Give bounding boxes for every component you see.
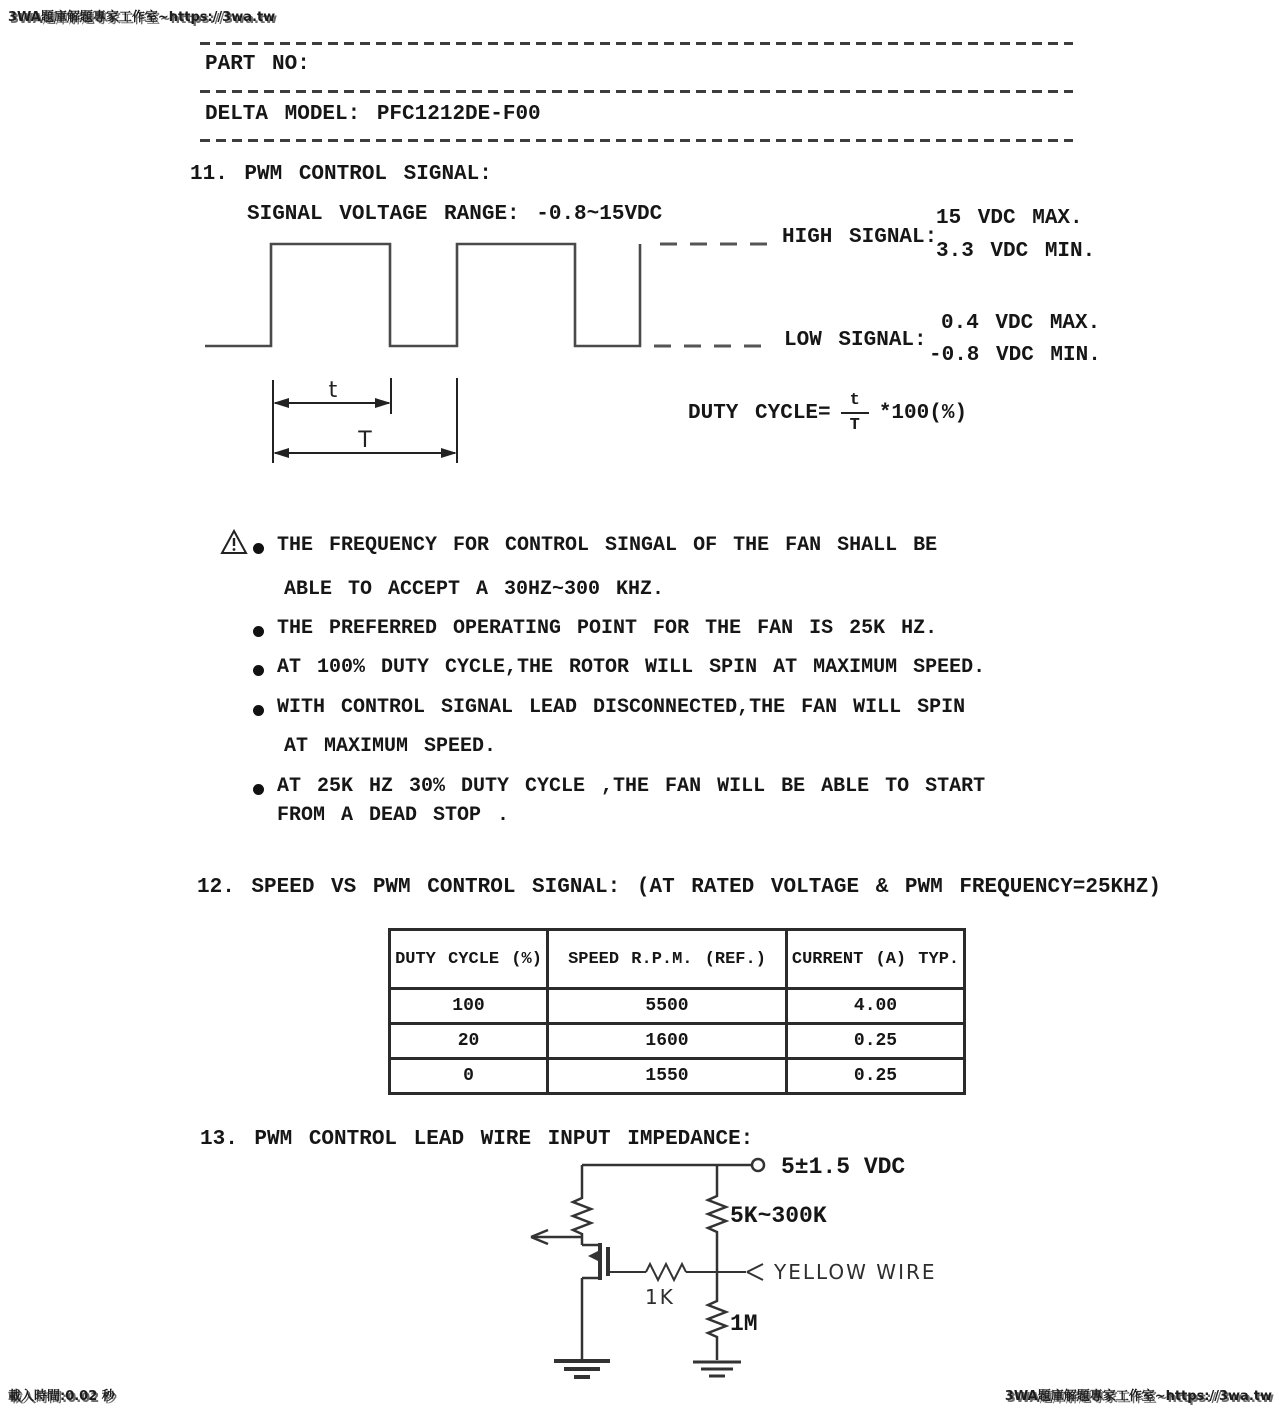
- watermark-top-left: 3WA題庫解題專家工作室~https://3wa.tw: [8, 10, 276, 25]
- pwm-waveform-diagram: [200, 230, 780, 475]
- cell-current: 0.25: [787, 1024, 965, 1059]
- duty-cycle-fraction: [841, 392, 869, 434]
- note-line: AT 25K HZ 30% DUTY CYCLE ,THE FAN WILL BE ABLE TO START: [277, 775, 986, 798]
- pullup-resistor-label: 5K~300K: [730, 1203, 827, 1229]
- note-line: ABLE TO ACCEPT A 30HZ~300 KHZ.: [284, 578, 665, 601]
- part-no-label: PART NO:: [205, 53, 310, 76]
- watermark-bottom-right: 3WA題庫解題專家工作室~https://3wa.tw: [1004, 1389, 1272, 1404]
- input-impedance-circuit: [500, 1148, 980, 1406]
- note-line: AT MAXIMUM SPEED.: [284, 735, 497, 758]
- cell-speed: 1550: [548, 1059, 787, 1094]
- fraction-numerator: t: [849, 391, 860, 410]
- high-signal-min: 3.3 VDC MIN.: [936, 240, 1096, 263]
- col-header-duty-cycle: DUTY CYCLE (%): [390, 930, 548, 989]
- yellow-wire-label: YELLOW WIRE: [774, 1260, 937, 1284]
- dashed-divider: [200, 139, 1073, 142]
- col-header-current: CURRENT (A) TYP.: [787, 930, 965, 989]
- note-line: FROM A DEAD STOP .: [277, 804, 510, 827]
- high-signal-label: HIGH SIGNAL:: [782, 226, 938, 249]
- col-header-speed: SPEED R.P.M. (REF.): [548, 930, 787, 989]
- speed-table: [388, 928, 966, 1095]
- duty-cycle-suffix: *100(%): [878, 401, 968, 425]
- note-line: WITH CONTROL SIGNAL LEAD DISCONNECTED,THE FAN WILL SPIN: [277, 696, 966, 719]
- section11-title: 11. PWM CONTROL SIGNAL:: [190, 163, 492, 186]
- high-signal-max: 15 VDC MAX.: [936, 207, 1083, 230]
- dim-t-label: t: [328, 378, 338, 403]
- cell-duty: 100: [390, 989, 548, 1024]
- low-signal-label: LOW SIGNAL:: [784, 329, 927, 352]
- low-signal-max: 0.4 VDC MAX.: [941, 312, 1101, 335]
- note-line: AT 100% DUTY CYCLE,THE ROTOR WILL SPIN AT MAXIMUM SPEED.: [277, 656, 986, 679]
- duty-cycle-formula: [688, 392, 967, 434]
- section12-title: 12. SPEED VS PWM CONTROL SIGNAL: (AT RATED VOLTAGE & PWM FREQUENCY=25KHZ): [197, 876, 1161, 899]
- dim-T-label: T: [358, 428, 372, 453]
- bullet-icon: [253, 784, 264, 795]
- series-resistor-label: 1K: [645, 1285, 675, 1309]
- bullet-icon: [253, 705, 264, 716]
- cell-duty: 20: [390, 1024, 548, 1059]
- cell-speed: 1600: [548, 1024, 787, 1059]
- table-row: [390, 1024, 965, 1059]
- bullet-icon: [253, 543, 264, 554]
- table-row: [390, 989, 965, 1024]
- dashed-divider: [200, 42, 1073, 45]
- load-time-text: 載入時間:0.02 秒: [8, 1389, 115, 1404]
- dashed-divider: [200, 90, 1073, 93]
- fraction-denominator: T: [841, 412, 869, 434]
- bullet-icon: [253, 626, 264, 637]
- signal-voltage-range: SIGNAL VOLTAGE RANGE: -0.8~15VDC: [247, 203, 663, 226]
- low-signal-min: -0.8 VDC MIN.: [929, 344, 1101, 367]
- warning-triangle-icon: [220, 529, 248, 555]
- pulldown-resistor-label: 1M: [730, 1311, 758, 1337]
- supply-voltage-label: 5±1.5 VDC: [781, 1154, 906, 1180]
- note-line: THE PREFERRED OPERATING POINT FOR THE FAN IS 25K HZ.: [277, 617, 938, 640]
- cell-duty: 0: [390, 1059, 548, 1094]
- table-header-row: [390, 930, 965, 989]
- section13-title: 13. PWM CONTROL LEAD WIRE INPUT IMPEDANCE:: [200, 1128, 754, 1151]
- duty-cycle-prefix: DUTY CYCLE=: [688, 401, 831, 425]
- table-row: [390, 1059, 965, 1094]
- bullet-icon: [253, 665, 264, 676]
- cell-current: 4.00: [787, 989, 965, 1024]
- delta-model-label: DELTA MODEL: PFC1212DE-F00: [205, 103, 541, 126]
- cell-speed: 5500: [548, 989, 787, 1024]
- cell-current: 0.25: [787, 1059, 965, 1094]
- note-line: THE FREQUENCY FOR CONTROL SINGAL OF THE FAN SHALL BE: [277, 534, 938, 557]
